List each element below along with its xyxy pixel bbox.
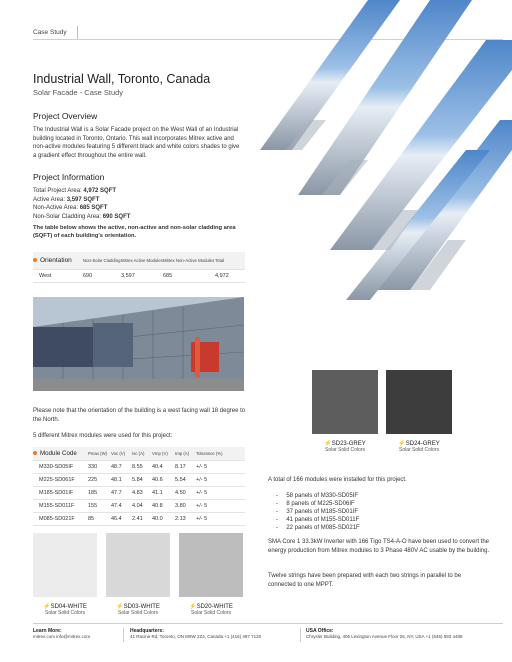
table-row	[33, 513, 245, 526]
info-heading: Project Information	[33, 172, 105, 182]
list-item: - 58 panels of M330-SD05IF	[276, 493, 359, 499]
color-swatch	[106, 533, 170, 597]
table-cell: M155-SD011F	[39, 503, 75, 509]
table-cell: 48.7	[111, 464, 122, 470]
table-cell: M225-SD061F	[39, 477, 75, 483]
installed-text: A total of 166 modules were installed for this project.	[268, 477, 407, 483]
overview-text: The Industrial Wall is a Solar Facade project on the West Wall of an Industrial building located in Toronto, Ontario. This wall incorporates Mitrex active and non-active modules featuring 5 different black and white colors shades to give a gradient effect throughout the entire wall.	[33, 127, 240, 159]
swatch-sd24-grey: ⚡SD24-GREY Solar Solid Colors	[386, 370, 452, 453]
table-cell: 5.84	[132, 477, 143, 483]
table-cell: 155	[88, 503, 98, 509]
table-row	[33, 500, 245, 513]
table-cell: 47.7	[111, 490, 122, 496]
table-cell: +/- 5	[196, 516, 208, 522]
bolt-icon: ⚡	[189, 604, 197, 610]
swatch-sd23-grey: ⚡SD23-GREY Solar Solid Colors	[312, 370, 378, 453]
table-cell: 40.0	[152, 516, 163, 522]
area-table	[33, 252, 245, 283]
bullet-dot	[33, 451, 37, 455]
modules-intro: 5 different Mitrex modules were used for this project:	[33, 433, 173, 439]
table-cell: 4.04	[132, 503, 143, 509]
module-table-header: Module Code Pmax (W) Voc (V) Isc (A) Vmp (V) Imp (A) Tolerance (%)	[33, 447, 245, 461]
table-cell: 8.55	[132, 464, 143, 470]
table-cell: 2.41	[132, 516, 143, 522]
table-cell: 4.83	[132, 490, 143, 496]
footer-learn-more: Learn More: mitrex.com info@mitrex.com	[33, 628, 91, 639]
bolt-icon: ⚡	[43, 604, 51, 610]
table-cell: 85	[88, 516, 95, 522]
table-cell: +/- 5	[196, 490, 208, 496]
table-cell: 46.4	[111, 516, 122, 522]
case-study-tag: Case Study	[33, 26, 78, 39]
color-swatch	[179, 533, 243, 597]
bolt-icon: ⚡	[398, 441, 406, 447]
table-cell: 3.80	[175, 503, 186, 509]
color-swatch	[33, 533, 97, 597]
bolt-icon: ⚡	[324, 441, 332, 447]
info-item: Non-Active Area: 685 SQFT	[33, 205, 108, 211]
inverter-text: SMA Core 1 33.3kW Inverter with 166 Tigo TS4-A-O have been used to convert the energy production from Mitrex modules to 3 Phase 480V AC usable by the building.	[268, 539, 490, 554]
table-cell: 47.4	[111, 503, 122, 509]
color-swatch	[312, 370, 378, 434]
table-cell: 41.1	[152, 490, 163, 496]
table-cell: 48.1	[111, 477, 122, 483]
table-cell: 8.17	[175, 464, 186, 470]
footer-divider	[33, 623, 503, 624]
table-cell: M185-SD01IF	[39, 490, 74, 496]
table-cell: 185	[88, 490, 98, 496]
info-note: The table below shows the active, non-active and non-solar cladding area (SQFT) of each building's orientation.	[33, 225, 236, 239]
grey-swatches	[312, 370, 452, 453]
page-subtitle: Solar Facade - Case Study	[33, 88, 124, 97]
building-photo	[33, 297, 244, 391]
table-cell: 4.50	[175, 490, 186, 496]
color-swatch	[386, 370, 452, 434]
swatch-sd03-white: ⚡SD03-WHITE Solar Solid Colors	[106, 533, 170, 616]
info-item: Active Area: 3,597 SQFT	[33, 196, 100, 203]
module-table-body	[33, 461, 245, 526]
white-swatches	[33, 533, 245, 616]
info-item: Non-Solar Cladding Area: 690 SQFT	[33, 213, 131, 220]
overview-heading: Project Overview	[33, 111, 98, 121]
table-cell: +/- 5	[196, 464, 208, 470]
table-row: West 690 3,597 685 4,972	[33, 270, 245, 283]
module-table	[33, 447, 245, 526]
table-cell: +/- 5	[196, 503, 208, 509]
table-cell: 40.4	[152, 464, 163, 470]
table-cell: 40.8	[152, 503, 163, 509]
footer-usa-office: USA Office: Chrysler Building, 405 Lexington Avenue Floor 26, NY, USA +1 (646) 593 4488	[306, 628, 463, 639]
table-cell: 2.13	[175, 516, 186, 522]
swatch-sd20-white: ⚡SD20-WHITE Solar Solid Colors	[179, 533, 243, 616]
footer-headquarters: Headquarters: 41 Racine Rd, Toronto, ON M9W 2Z4, Canada +1 (416) 497 7120	[130, 628, 262, 639]
table-row	[33, 461, 245, 474]
info-item: Total Project Area: 4,972 SQFT	[33, 188, 117, 194]
strings-text: Twelve strings have been prepared with each two strings in parallel to be connected to one MPPT.	[268, 573, 462, 588]
page-title: Industrial Wall, Toronto, Canada	[33, 72, 211, 86]
footer-separator	[123, 628, 124, 642]
table-cell: 40.6	[152, 477, 163, 483]
list-item: - 22 panels of M085-SD021F	[276, 525, 360, 531]
info-list	[33, 187, 243, 221]
table-cell: M330-SD05IF	[39, 464, 74, 470]
table-cell: 225	[88, 477, 98, 483]
swatch-sd04-white: ⚡SD04-WHITE Solar Solid Colors	[33, 533, 97, 616]
list-item: - 37 panels of M185-SD01IF	[276, 509, 359, 515]
orientation-note: Please note that the orientation of the building is a west facing wall 18 degree to the North.	[33, 408, 246, 423]
hero-facade-graphic	[250, 0, 512, 300]
bullet-dot	[33, 258, 37, 262]
table-cell: +/- 5	[196, 477, 208, 483]
list-item: - 8 panels of M225-SD06IF	[276, 501, 355, 507]
table-row	[33, 487, 245, 500]
panels-list	[276, 492, 486, 532]
bolt-icon: ⚡	[116, 604, 124, 610]
table-cell: M085-SD021F	[39, 516, 75, 522]
list-item: - 41 panels of M155-SD011F	[276, 517, 360, 523]
table-cell: 5.54	[175, 477, 186, 483]
area-table-header: Orientation Non-Solar Cladding Mitrex Active Modules Mitrex Non-Active Modules Total	[33, 252, 245, 270]
footer-separator	[300, 628, 301, 642]
table-row	[33, 474, 245, 487]
table-cell: 330	[88, 464, 98, 470]
footer-links[interactable]: mitrex.com info@mitrex.com	[33, 634, 91, 639]
